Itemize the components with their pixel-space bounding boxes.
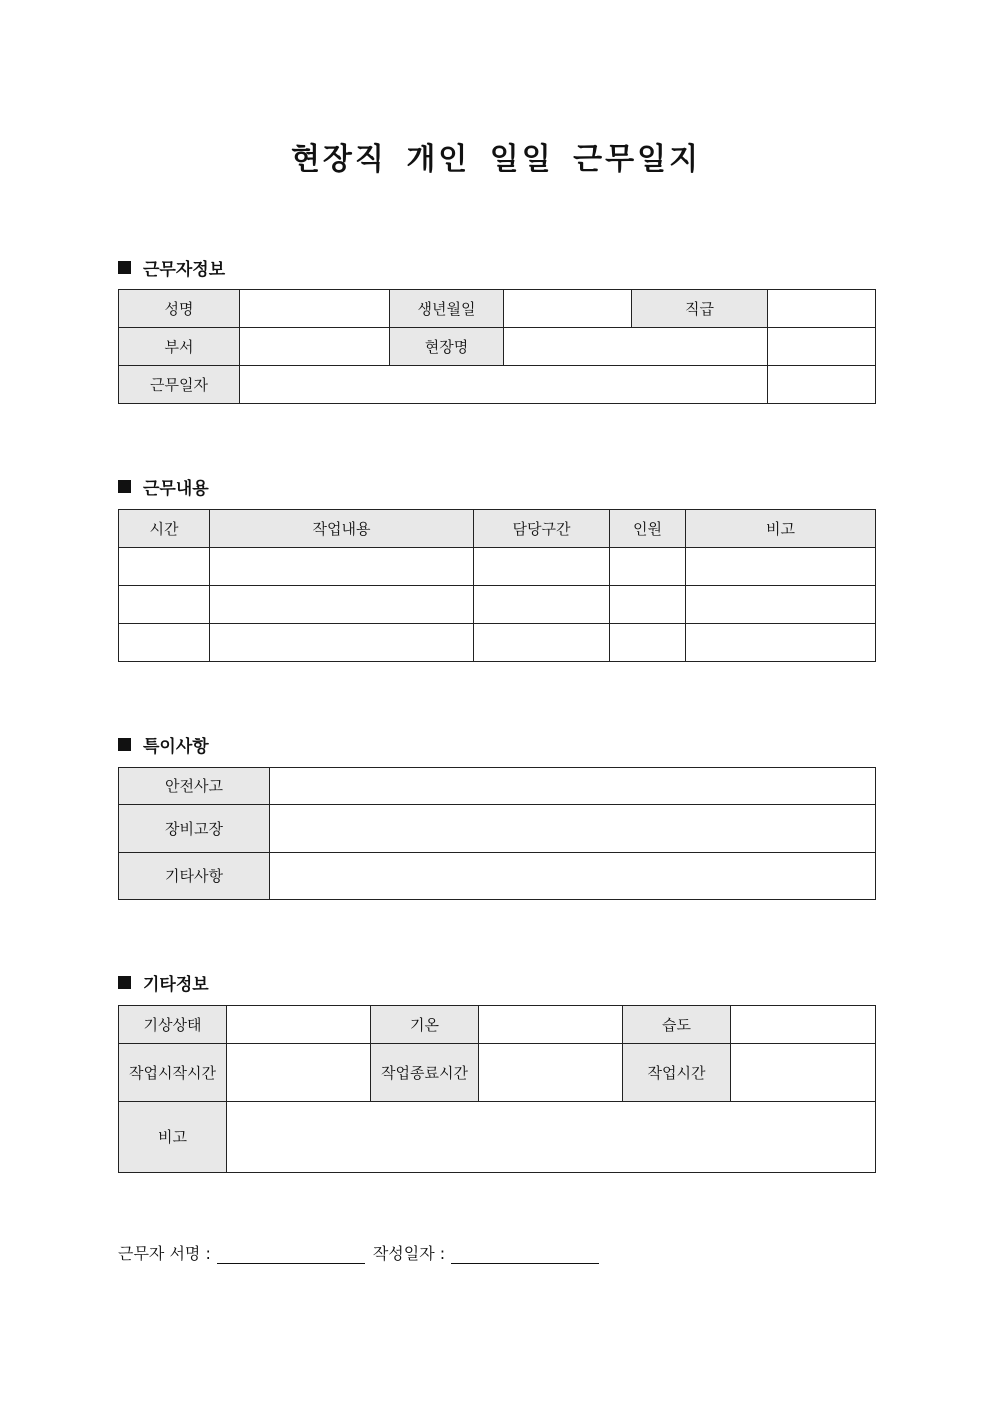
work-content-table xyxy=(118,509,876,662)
weather-label: 기상상태 xyxy=(119,1006,227,1044)
remarks-cell[interactable] xyxy=(686,548,876,586)
workdate-label: 근무일자 xyxy=(119,366,240,404)
site-label: 현장명 xyxy=(390,328,504,366)
end-time-field[interactable] xyxy=(479,1044,623,1102)
weather-field[interactable] xyxy=(227,1006,371,1044)
header-remarks: 비고 xyxy=(686,510,876,548)
square-bullet-icon xyxy=(118,261,131,274)
name-label: 성명 xyxy=(119,290,240,328)
section-cell[interactable] xyxy=(474,586,610,624)
worker-signature-field[interactable] xyxy=(217,1243,365,1264)
time-cell[interactable] xyxy=(119,548,210,586)
workdate-field[interactable] xyxy=(240,366,768,404)
start-time-label: 작업시작시간 xyxy=(119,1044,227,1102)
square-bullet-icon xyxy=(118,976,131,989)
dept-field[interactable] xyxy=(240,328,390,366)
equipment-failure-label: 장비고장 xyxy=(119,805,270,853)
start-time-field[interactable] xyxy=(227,1044,371,1102)
section-cell[interactable] xyxy=(474,548,610,586)
section-title-special-notes xyxy=(118,732,209,757)
rank-field[interactable] xyxy=(768,290,876,328)
header-personnel: 인원 xyxy=(610,510,686,548)
work-time-label: 작업시간 xyxy=(623,1044,731,1102)
page-title: 현장직 개인 일일 근무일지 xyxy=(290,142,702,177)
section-title-worker-info xyxy=(118,255,225,280)
header-section: 담당구간 xyxy=(474,510,610,548)
table-row xyxy=(119,548,876,586)
humidity-label: 습도 xyxy=(623,1006,731,1044)
section-title-work-content xyxy=(118,474,209,499)
site-extra-field[interactable] xyxy=(768,328,876,366)
humidity-field[interactable] xyxy=(731,1006,876,1044)
section-cell[interactable] xyxy=(474,624,610,662)
special-notes-table xyxy=(118,767,876,900)
birth-field[interactable] xyxy=(504,290,632,328)
section-label: 특이사항 xyxy=(143,737,209,757)
remarks-cell[interactable] xyxy=(686,624,876,662)
dept-label: 부서 xyxy=(119,328,240,366)
rank-label: 직급 xyxy=(632,290,768,328)
header-task: 작업내용 xyxy=(210,510,474,548)
table-row xyxy=(119,586,876,624)
personnel-cell[interactable] xyxy=(610,548,686,586)
task-cell[interactable] xyxy=(210,548,474,586)
header-time: 시간 xyxy=(119,510,210,548)
other-matters-field[interactable] xyxy=(270,853,876,900)
remarks-field[interactable] xyxy=(227,1102,876,1173)
time-cell[interactable] xyxy=(119,586,210,624)
square-bullet-icon xyxy=(118,738,131,751)
birth-label: 생년월일 xyxy=(390,290,504,328)
section-label: 기타정보 xyxy=(143,975,209,995)
table-row xyxy=(119,624,876,662)
written-date-field[interactable] xyxy=(451,1243,599,1264)
task-cell[interactable] xyxy=(210,586,474,624)
name-field[interactable] xyxy=(240,290,390,328)
worker-info-table xyxy=(118,289,876,404)
temperature-label: 기온 xyxy=(371,1006,479,1044)
worker-signature-label: 근무자 서명 : xyxy=(118,1244,211,1263)
other-matters-label: 기타사항 xyxy=(119,853,270,900)
section-label: 근무자정보 xyxy=(143,260,226,280)
personnel-cell[interactable] xyxy=(610,624,686,662)
time-cell[interactable] xyxy=(119,624,210,662)
remarks-cell[interactable] xyxy=(686,586,876,624)
work-time-field[interactable] xyxy=(731,1044,876,1102)
end-time-label: 작업종료시간 xyxy=(371,1044,479,1102)
safety-accident-field[interactable] xyxy=(270,768,876,805)
task-cell[interactable] xyxy=(210,624,474,662)
section-title-other-info xyxy=(118,970,209,995)
personnel-cell[interactable] xyxy=(610,586,686,624)
workdate-extra-field[interactable] xyxy=(768,366,876,404)
written-date-label: 작성일자 : xyxy=(372,1244,446,1263)
remarks-label: 비고 xyxy=(119,1102,227,1173)
temperature-field[interactable] xyxy=(479,1006,623,1044)
other-info-table xyxy=(118,1005,876,1173)
square-bullet-icon xyxy=(118,480,131,493)
safety-accident-label: 안전사고 xyxy=(119,768,270,805)
section-label: 근무내용 xyxy=(143,479,209,499)
site-field[interactable] xyxy=(504,328,768,366)
equipment-failure-field[interactable] xyxy=(270,805,876,853)
signature-line xyxy=(118,1241,607,1264)
